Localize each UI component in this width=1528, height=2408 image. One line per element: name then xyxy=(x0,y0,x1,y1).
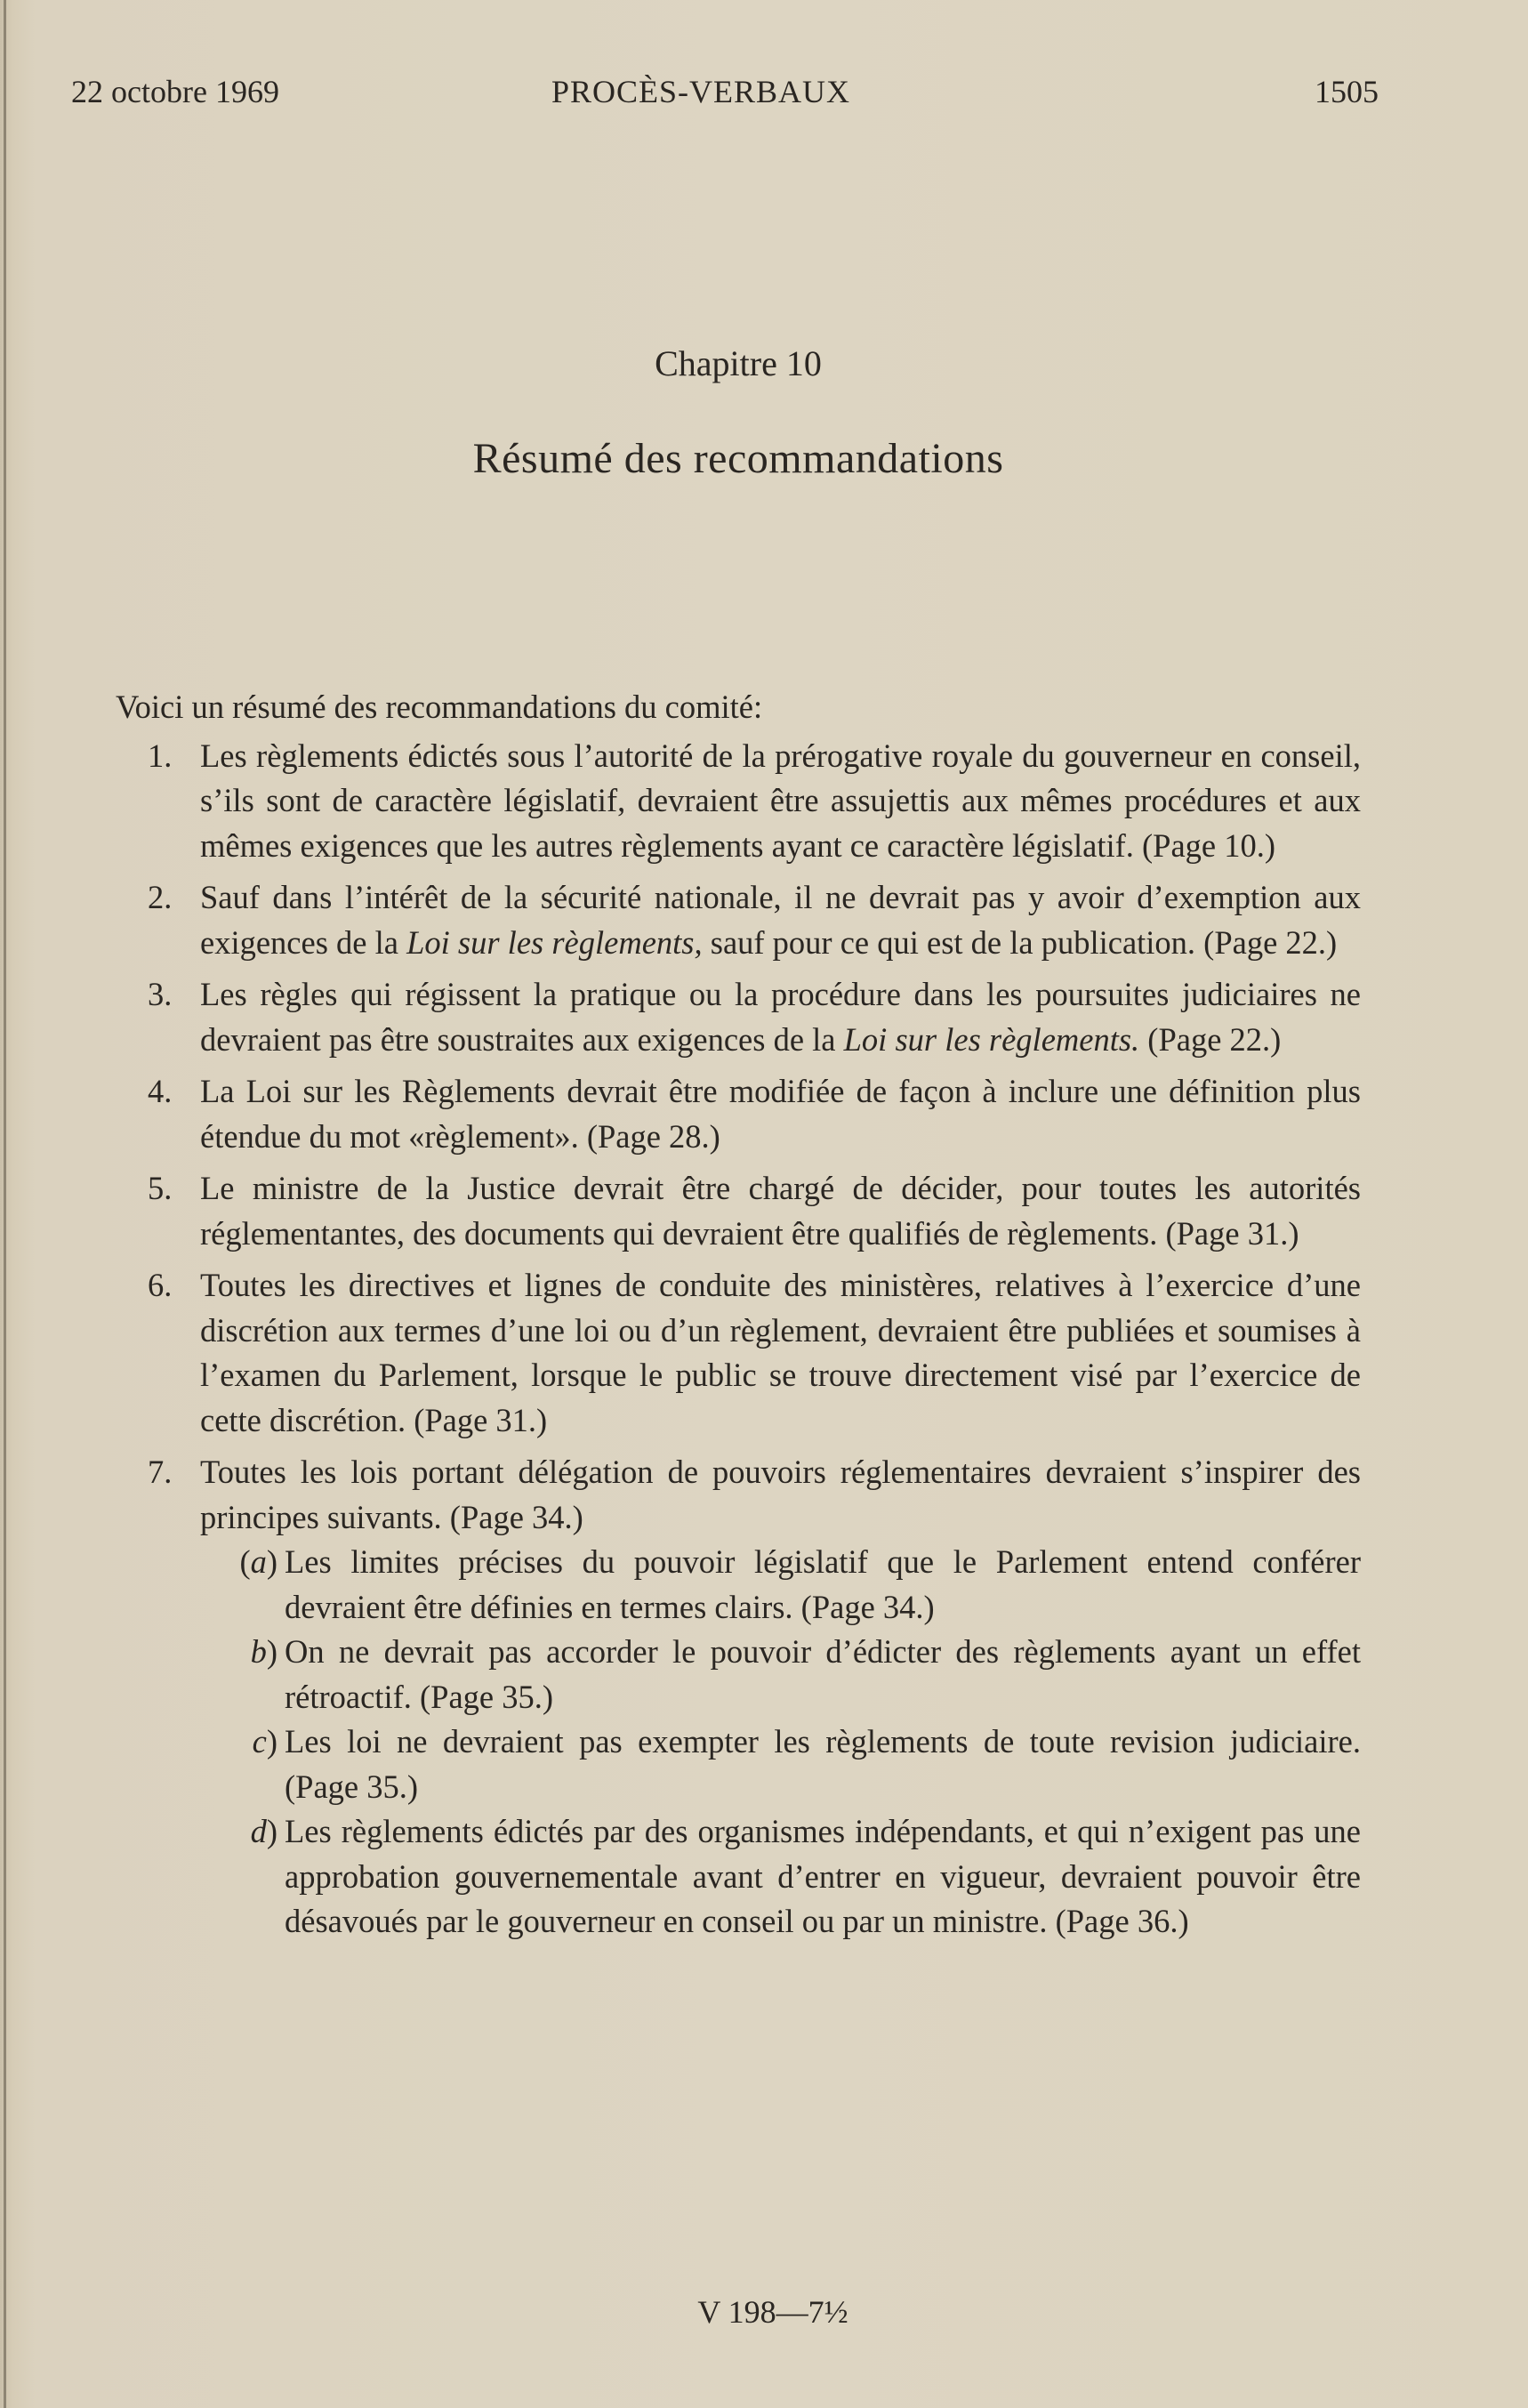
recommendation-subitem xyxy=(116,1540,1361,1630)
recommendation-item xyxy=(116,1263,1361,1443)
item-number: 5. xyxy=(148,1170,173,1206)
subitem-letter-text: b xyxy=(250,1633,267,1670)
item-text: (Page 22.) xyxy=(1139,1020,1282,1058)
subitem-text: Les règlements édictés par des organismes indépendants, et qui n’exigent pas une approbation gouvernementale avant d’entrer en vigueur, devraient pouvoir être désavoués par le gouverneur en conseil ou par un ministre. (Page 36.) xyxy=(285,1813,1361,1939)
item-number: 7. xyxy=(148,1454,173,1490)
subitem-text: Les loi ne devraient pas exempter les règlements de toute revision judiciaire. (Page 35.) xyxy=(285,1723,1361,1805)
item-number: 4. xyxy=(148,1073,173,1109)
subitem-close-paren: ) xyxy=(266,1633,277,1670)
recommendation-item xyxy=(116,1069,1361,1159)
subitem-close-paren: ) xyxy=(266,1813,277,1849)
recommendation-item xyxy=(116,972,1361,1062)
item-text: Toutes les directives et lignes de conduite des ministères, relatives à l’exercice d’une discrétion aux termes d’une loi ou d’un règlement, devraient être publiées et soumises à l’examen du Parlement, lorsque le public se trouve directement visé par l’exercice de cette discrétion. (Page 31.) xyxy=(200,1267,1361,1438)
item-text: sauf pour ce qui est de la publication. (Page 22.) xyxy=(702,923,1338,961)
subitem-letter-text: a xyxy=(250,1543,267,1580)
page-title: Résumé des recommandations xyxy=(472,435,1004,482)
item-text-italic: Loi sur les règlements. xyxy=(843,1020,1140,1058)
subitem-close-paren: ) xyxy=(266,1723,277,1760)
item-number: 6. xyxy=(148,1267,173,1303)
recommendation-item xyxy=(116,1166,1361,1256)
item-text: Toutes les lois portant délégation de pouvoirs réglementaires devraient s’inspirer des principes suivants. (Page 34.) xyxy=(200,1454,1361,1535)
recommendation-subitem xyxy=(116,1630,1361,1719)
recommendation-item xyxy=(116,1450,1361,1540)
subitem-letter xyxy=(205,1809,277,1855)
header-title: PROCÈS-VERBAUX xyxy=(551,74,851,109)
recommendation-item xyxy=(116,875,1361,965)
recommendation-subitem xyxy=(116,1719,1361,1809)
chapter-label: Chapitre 10 xyxy=(655,343,822,383)
intro-paragraph: Voici un résumé des recommandations du comité: xyxy=(116,689,763,725)
signature-footer: V 198—7½ xyxy=(697,2294,848,2330)
item-text-italic: Loi sur les règlements, xyxy=(406,923,703,961)
recommendations-body xyxy=(116,685,1361,1945)
item-text: Les règles qui régissent la pratique ou la procédure dans les poursuites judiciaires ne devraient pas être soustraites aux exigences de la xyxy=(200,976,1361,1058)
running-header xyxy=(0,73,1528,117)
item-number: 3. xyxy=(148,976,173,1012)
subitem-letter xyxy=(205,1719,277,1765)
subitem-text: On ne devrait pas accorder le pouvoir d’édicter des règlements ayant un effet rétroactif. (Page 35.) xyxy=(285,1633,1361,1715)
item-text: Sauf dans l’intérêt de la sécurité nationale, il ne devrait pas y avoir d’exemption aux exigences de la xyxy=(200,879,1361,961)
item-number: 1. xyxy=(148,737,173,774)
subitem-letter xyxy=(205,1630,277,1675)
item-text: Le ministre de la Justice devrait être chargé de décider, pour toutes les autorités réglementantes, des documents qui devraient être qualifiés de règlements. (Page 31.) xyxy=(200,1170,1361,1252)
item-text: Les règlements édictés sous l’autorité de la prérogative royale du gouverneur en conseil, s’ils sont de caractère législatif, devraient être assujettis aux mêmes procédures et aux mêmes exigences que les autres règlements ayant ce caractère législatif. (Page 10.) xyxy=(200,737,1361,864)
subitem-open-paren: ( xyxy=(239,1543,251,1580)
subitem-letter-text: c xyxy=(252,1723,267,1760)
item-text: La Loi sur les Règlements devrait être modifiée de façon à inclure une définition plus étendue du mot «règlement». (Page 28.) xyxy=(200,1073,1361,1155)
subitem-letter-text: d xyxy=(250,1813,267,1849)
header-page-number: 1505 xyxy=(1315,74,1379,109)
item-number: 2. xyxy=(148,879,173,915)
recommendation-subitem xyxy=(116,1809,1361,1945)
subitem-text: Les limites précises du pouvoir législatif que le Parlement entend conférer devraient être définies en termes clairs. (Page 34.) xyxy=(285,1543,1361,1625)
header-date: 22 octobre 1969 xyxy=(71,74,279,109)
subitem-close-paren: ) xyxy=(266,1543,277,1580)
subitem-letter xyxy=(205,1540,277,1585)
recommendation-item xyxy=(116,734,1361,869)
